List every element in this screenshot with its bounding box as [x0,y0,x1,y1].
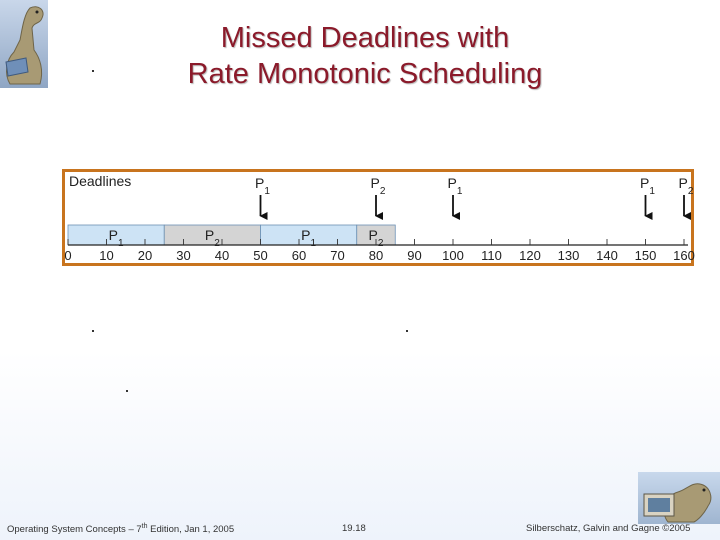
stray-dot [126,390,128,392]
stray-dot [92,330,94,332]
stray-dot [406,330,408,332]
tick-label: 40 [214,248,230,263]
footer-page-number: 19.18 [342,523,366,534]
stray-dot [92,70,94,72]
dinosaur-computer-icon [638,472,720,524]
tick-label: 50 [253,248,268,263]
page-title [130,20,600,92]
deadline-marker [371,175,386,216]
tick-label: 80 [368,248,384,263]
tick-label: 120 [519,248,541,263]
deadline-marker [640,175,655,216]
tick-label: 110 [481,248,502,263]
dinosaur-logo-icon [0,0,48,88]
tick-label: 60 [291,248,307,263]
tick-label: 20 [137,248,153,263]
title-line-1: Missed Deadlines with [220,22,510,54]
deadline-marker-label: $P_2$ [370,175,386,197]
footer-course-text: Operating System Concepts – 7th Edition, Jan 1, 2005 [7,523,235,536]
schedule-diagram [62,169,694,266]
segment-label: $P_1$ [301,227,317,249]
deadlines-label: Deadlines [69,173,132,189]
tick-label: 0 [64,248,72,263]
title-line-2: Rate Monotonic Scheduling [187,58,543,90]
tick-label: 30 [176,248,191,263]
deadline-marker-label: $P_1$ [255,175,270,197]
tick-label: 150 [634,248,657,263]
segment-label: $P_1$ [108,227,124,249]
deadline-marker-label: $P_2$ [678,175,694,197]
footer-left [7,523,234,535]
footer-right: Silberschatz, Galvin and Gagne ©2005 [526,523,691,534]
segment-label: $P_2$ [204,227,220,249]
deadline-marker-label: $P_1$ [640,175,655,197]
timeline-svg [64,172,695,263]
tick-label: 160 [673,248,695,263]
deadline-marker [448,175,463,216]
tick-label: 140 [596,248,618,263]
tick-label: 130 [557,248,580,263]
deadline-marker-label: $P_1$ [447,175,463,197]
footer-superscript: th [141,523,148,530]
segment-label: $P_2$ [368,227,384,249]
deadline-marker [255,175,270,216]
tick-label: 100 [442,248,464,263]
deadline-marker [679,175,694,216]
tick-label: 10 [99,248,114,263]
tick-label: 70 [330,248,345,263]
tick-label: 90 [407,248,422,263]
